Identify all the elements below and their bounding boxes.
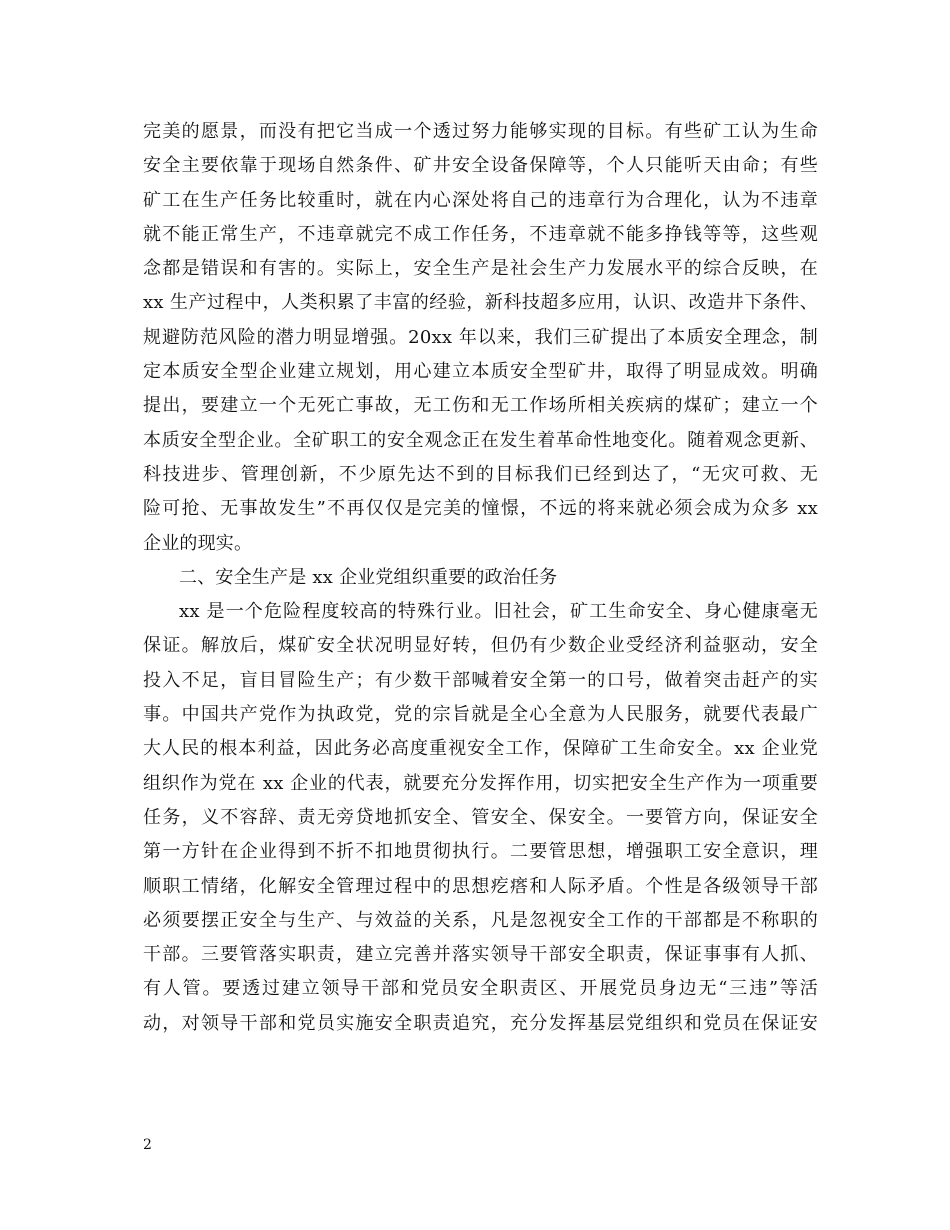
text-line: 就不能正常生产，不违章就完不成工作任务，不违章就不能多挣钱等等，这些观 [143, 223, 818, 245]
text-line: 事。中国共产党作为执政党，党的宗旨就是全心全意为人民服务，就要代表最广 [143, 704, 818, 726]
text-line: 干部。三要管落实职责，建立完善并落实领导干部安全职责，保证事事有人抓、 [143, 944, 818, 966]
text-line: 念都是错误和有害的。实际上，安全生产是社会生产力发展水平的综合反映，在 [143, 258, 818, 280]
text-line: xx 是一个危险程度较高的特殊行业。旧社会，矿工生命安全、身心健康毫无 [179, 601, 818, 623]
text-line: 第一方针在企业得到不折不扣地贯彻执行。二要管思想，增强职工安全意识，理 [143, 841, 818, 863]
text-line: 科技进步、管理创新，不少原先达不到的目标我们已经到达了，“无灾可救、无 [143, 463, 818, 485]
text-line: 规避防范风险的潜力明显增强。20xx 年以来，我们三矿提出了本质安全理念，制 [143, 326, 818, 348]
text-line: 大人民的根本利益，因此务必高度重视安全工作，保障矿工生命安全。xx 企业党 [143, 738, 818, 760]
text-line: 险可抢、无事故发生”不再仅仅是完美的憧憬，不远的将来就必须会成为众多 xx [143, 498, 818, 520]
text-line: 任务，义不容辞、责无旁贷地抓安全、管安全、保安全。一要管方向，保证安全 [143, 806, 818, 828]
text-line: 定本质安全型企业建立规划，用心建立本质安全型矿井，取得了明显成效。明确 [143, 361, 818, 383]
text-line: 企业的现实。 [143, 532, 253, 554]
text-line: xx 生产过程中，人类积累了丰富的经验，新科技超多应用，认识、改造井下条件、 [143, 292, 818, 314]
text-line: 本质安全型企业。全矿职工的安全观念正在发生着革命性地变化。随着观念更新、 [143, 429, 818, 451]
text-line: 必须要摆正安全与生产、与效益的关系，凡是忽视安全工作的干部都是不称职的 [143, 909, 818, 931]
text-line: 有人管。要透过建立领导干部和党员安全职责区、开展党员身边无“三违”等活 [143, 978, 818, 1000]
body-text [143, 115, 818, 1041]
text-line: 保证。解放后，煤矿安全状况明显好转，但仍有少数企业受经济利益驱动，安全 [143, 635, 818, 657]
page-number: 2 [143, 1137, 152, 1153]
text-line: 安全主要依靠于现场自然条件、矿井安全设备保障等，个人只能听天由命；有些 [143, 155, 818, 177]
text-line: 矿工在生产任务比较重时，就在内心深处将自己的违章行为合理化，认为不违章 [143, 189, 818, 211]
text-line: 动，对领导干部和党员实施安全职责追究，充分发挥基层党组织和党员在保证安 [143, 1012, 818, 1034]
text-line: 顺职工情绪，化解安全管理过程中的思想疙瘩和人际矛盾。个性是各级领导干部 [143, 875, 818, 897]
section-heading: 二、安全生产是 xx 企业党组织重要的政治任务 [179, 566, 558, 588]
text-line: 提出，要建立一个无死亡事故，无工伤和无工作场所相关疾病的煤矿；建立一个 [143, 395, 818, 417]
text-line: 投入不足，盲目冒险生产；有少数干部喊着安全第一的口号，做着突击赶产的实 [143, 669, 818, 691]
text-line: 完美的愿景，而没有把它当成一个透过努力能够实现的目标。有些矿工认为生命 [143, 121, 818, 142]
text-line: 组织作为党在 xx 企业的代表，就要充分发挥作用，切实把安全生产作为一项重要 [143, 772, 818, 794]
